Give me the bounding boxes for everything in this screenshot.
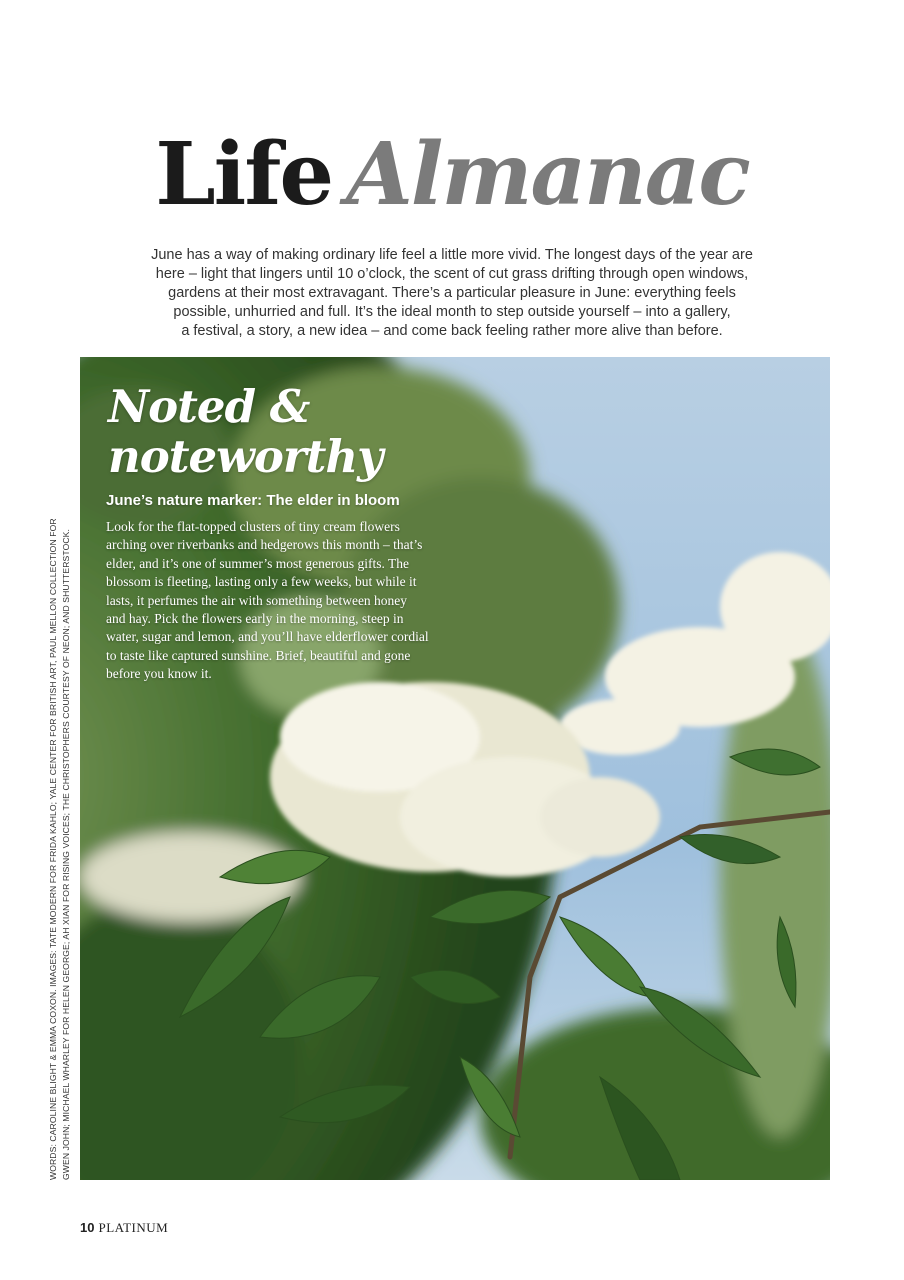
feature-title-line: Noted & (108, 380, 310, 433)
feature-body-line: and hay. Pick the flowers early in the morning, steep in (106, 611, 404, 627)
masthead (0, 124, 904, 225)
intro-line: here – light that lingers until 10 o’clock, the scent of cut grass drifting through open windows, (155, 266, 749, 282)
page-folio (80, 1220, 168, 1236)
intro-line: June has a way of making ordinary life feel a little more vivid. The longest days of the year are (151, 247, 753, 263)
feature-body-line: lasts, it perfumes the air with something between honey (106, 592, 408, 608)
masthead-word-life: Life (155, 124, 333, 225)
page-number: 10 (80, 1220, 95, 1235)
intro-paragraph (112, 246, 792, 341)
image-credits (47, 420, 72, 1180)
intro-line: gardens at their most extravagant. There’s a particular pleasure in June: everything feels (168, 285, 736, 301)
masthead-word-almanac: Almanac (346, 124, 749, 225)
magazine-name: PLATINUM (98, 1220, 169, 1235)
feature-title (108, 382, 382, 482)
feature-body-line: arching over riverbanks and hedgerows this month – that’s (106, 537, 423, 553)
feature-body-line: elder, and it’s one of summer’s most generous gifts. The (106, 555, 410, 571)
feature-body-line: blossom is fleeting, lasting only a few weeks, but while it (106, 574, 417, 590)
feature-body-line: water, sugar and lemon, and you’ll have elderflower cordial (106, 629, 429, 645)
feature-title-line: noteworthy (108, 430, 383, 483)
credits-line: GWEN JOHN; MICHAEL WHARLEY FOR HELEN GEORGE; AH XIAN FOR RISING VOICES; THE CHRISTOPHERS COURTESY OF NEON; AND SHUTTERSTOCK. (60, 529, 71, 1180)
intro-line: possible, unhurried and full. It’s the ideal month to step outside yourself – into a gallery, (173, 304, 731, 320)
feature-body-line: before you know it. (106, 666, 212, 682)
credits-line: WORDS: CAROLINE BLIGHT & EMMA COXON. IMAGES: TATE MODERN FOR FRIDA KAHLO; YALE CENTER FOR BRITISH ART, PAUL MELLON COLLECTION FOR (48, 518, 58, 1180)
intro-line: a festival, a story, a new idea – and come back feeling rather more alive than before. (181, 323, 723, 339)
feature-body-line: to taste like captured sunshine. Brief, beautiful and gone (106, 647, 411, 663)
feature-body-line: Look for the flat-topped clusters of tiny cream flowers (106, 519, 400, 534)
feature-subheading: June’s nature marker: The elder in bloom (106, 492, 400, 509)
feature-body (106, 518, 486, 684)
